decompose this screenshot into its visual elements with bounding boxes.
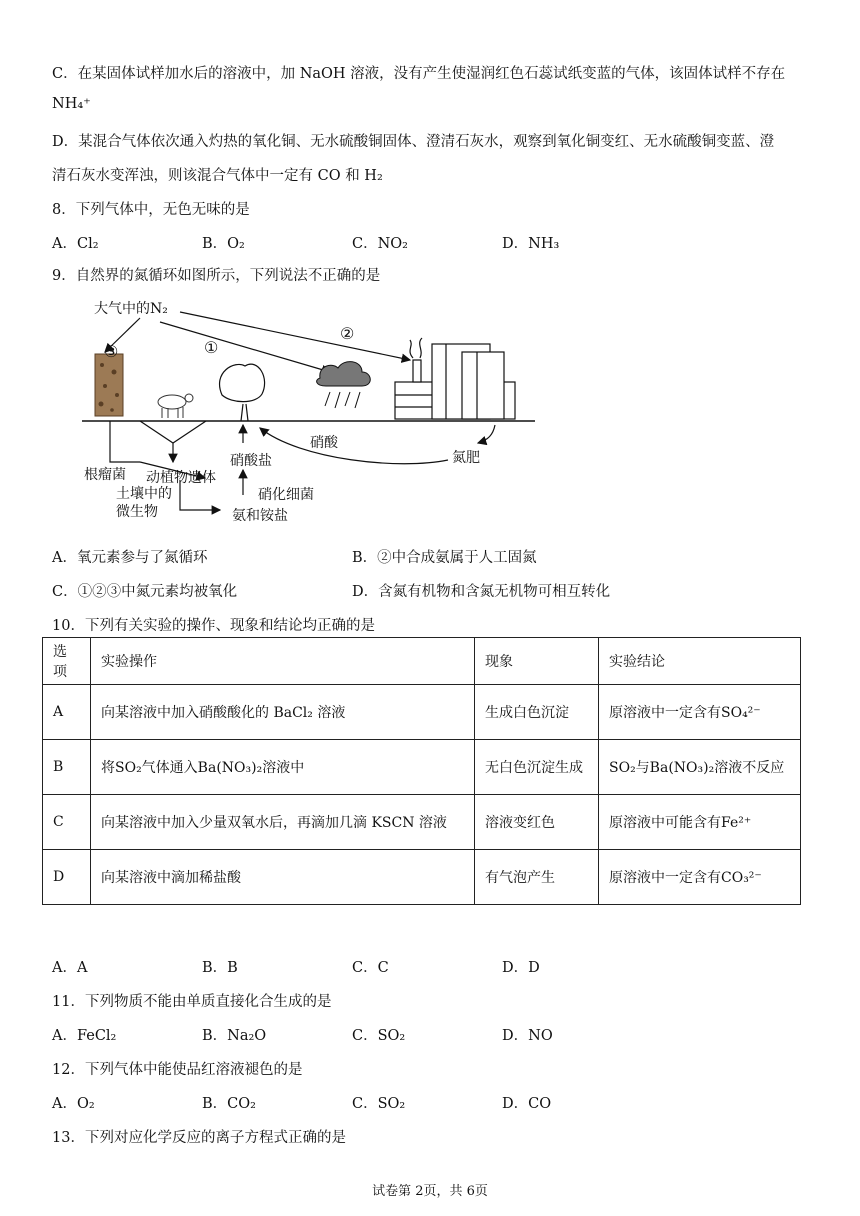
table-cell: 生成白色沉淀 <box>475 685 599 740</box>
line-root-nodule <box>110 421 140 462</box>
arrow-factory-to-fertilizer <box>478 425 495 443</box>
arrow-fertilizer-to-tree <box>260 428 448 464</box>
table-cell: 原溶液中可能含有Fe²⁺ <box>599 795 801 850</box>
q7-option-d-line2: 清石灰水变浑浊，则该混合气体中一定有 CO 和 H₂ <box>52 168 383 184</box>
q10-option-c: C．C <box>352 960 389 976</box>
nitrogen-cycle-figure <box>0 0 860 560</box>
table-row <box>43 850 801 905</box>
q12-option-b: B．CO₂ <box>202 1096 256 1112</box>
table-cell: 原溶液中一定含有SO₄²⁻ <box>599 685 801 740</box>
animal-icon <box>158 394 193 418</box>
table-cell: SO₂与Ba(NO₃)₂溶液不反应 <box>599 740 801 795</box>
table-cell: 无白色沉淀生成 <box>475 740 599 795</box>
page-footer: 试卷第 2页，共 6页 <box>372 1184 488 1199</box>
q8-stem: 8．下列气体中，无色无味的是 <box>52 202 250 218</box>
q12-option-d: D．CO <box>502 1096 552 1112</box>
root-nodule-image <box>95 354 123 416</box>
table-cell: 将SO₂气体通入Ba(NO₃)₂溶液中 <box>91 740 475 795</box>
table-row <box>43 685 801 740</box>
table-cell: B <box>43 740 91 795</box>
q8-option-c: C．NO₂ <box>352 236 408 252</box>
label-soil-microbes: 土壤中的 微生物 <box>116 486 172 520</box>
table-cell: 有气泡产生 <box>475 850 599 905</box>
table-cell: 向某溶液中加入少量双氧水后，再滴加几滴 KSCN 溶液 <box>91 795 475 850</box>
arrow-1 <box>160 322 330 372</box>
label-fertilizer: 氮肥 <box>452 450 480 466</box>
q10-option-a: A．A <box>52 960 88 976</box>
label-mark-3: ③ <box>104 342 119 361</box>
q7-option-d-line1: D．某混合气体依次通入灼热的氧化铜、无水硫酸铜固体、澄清石灰水，观察到氧化铜变红、无水硫酸铜变蓝、澄 <box>52 134 775 150</box>
q8-option-d: D．NH₃ <box>502 236 560 252</box>
label-root-nodule-bacteria: 根瘤菌 <box>84 467 126 483</box>
q11-option-a: A．FeCl₂ <box>52 1028 117 1044</box>
table-cell: D <box>43 850 91 905</box>
q8-option-b: B．O₂ <box>202 236 245 252</box>
table-header: 选项 <box>43 638 91 685</box>
q9-option-a: A．氧元素参与了氮循环 <box>52 550 208 566</box>
q11-option-b: B．Na₂O <box>202 1028 267 1044</box>
table-header: 实验结论 <box>599 638 801 685</box>
q8-option-a: A．Cl₂ <box>52 236 99 252</box>
q11-option-c: C．SO₂ <box>352 1028 406 1044</box>
q13-stem: 13．下列对应化学反应的离子方程式正确的是 <box>52 1130 346 1146</box>
experiment-table <box>42 637 801 905</box>
table-header: 实验操作 <box>91 638 475 685</box>
table-cell: 向某溶液中加入硝酸酸化的 BaCl₂ 溶液 <box>91 685 475 740</box>
table-header: 现象 <box>475 638 599 685</box>
label-nitrate: 硝酸盐 <box>230 453 272 469</box>
q11-option-d: D．NO <box>502 1028 553 1044</box>
table-cell: 溶液变红色 <box>475 795 599 850</box>
label-atmosphere-n2: 大气中的N₂ <box>94 301 168 317</box>
label-mark-1: ① <box>204 338 219 357</box>
q9-stem: 9．自然界的氮循环如图所示，下列说法不正确的是 <box>52 268 381 284</box>
q9-option-b: B．②中合成氨属于人工固氮 <box>352 550 537 566</box>
q7-option-c-line2: NH₄⁺ <box>52 96 91 112</box>
nitrogen-cycle-diagram <box>0 0 860 560</box>
table-cell: 向某溶液中滴加稀盐酸 <box>91 850 475 905</box>
factory-icon <box>395 338 515 419</box>
label-nitric-acid: 硝酸 <box>310 435 338 451</box>
q11-stem: 11．下列物质不能由单质直接化合生成的是 <box>52 994 332 1010</box>
table-header-row <box>43 638 801 685</box>
q10-option-b: B．B <box>202 960 238 976</box>
q9-option-c: C．①②③中氮元素均被氧化 <box>52 584 238 600</box>
label-nitrifying-bacteria: 硝化细菌 <box>258 487 314 503</box>
table-cell: A <box>43 685 91 740</box>
label-ammonia-ammonium: 氨和铵盐 <box>232 508 288 524</box>
q10-option-d: D．D <box>502 960 540 976</box>
label-mark-2: ② <box>340 324 355 343</box>
q10-stem: 10．下列有关实验的操作、现象和结论均正确的是 <box>52 618 375 634</box>
q12-option-c: C．SO₂ <box>352 1096 406 1112</box>
line-remains-merge <box>140 421 206 443</box>
q12-stem: 12．下列气体中能使品红溶液褪色的是 <box>52 1062 303 1078</box>
table-cell: C <box>43 795 91 850</box>
table-cell: 原溶液中一定含有CO₃²⁻ <box>599 850 801 905</box>
tree-icon <box>220 364 265 421</box>
q9-option-d: D．含氮有机物和含氮无机物可相互转化 <box>352 584 611 600</box>
rain-cloud-icon <box>317 362 371 408</box>
q7-option-c-line1: C．在某固体试样加水后的溶液中，加 NaOH 溶液，没有产生使湿润红色石蕊试纸变蓝的气体，该固体试样不存在 <box>52 66 786 82</box>
q12-option-a: A．O₂ <box>52 1096 95 1112</box>
label-plant-animal-remains: 动植物遗体 <box>146 470 216 486</box>
table-row <box>43 795 801 850</box>
table-row <box>43 740 801 795</box>
